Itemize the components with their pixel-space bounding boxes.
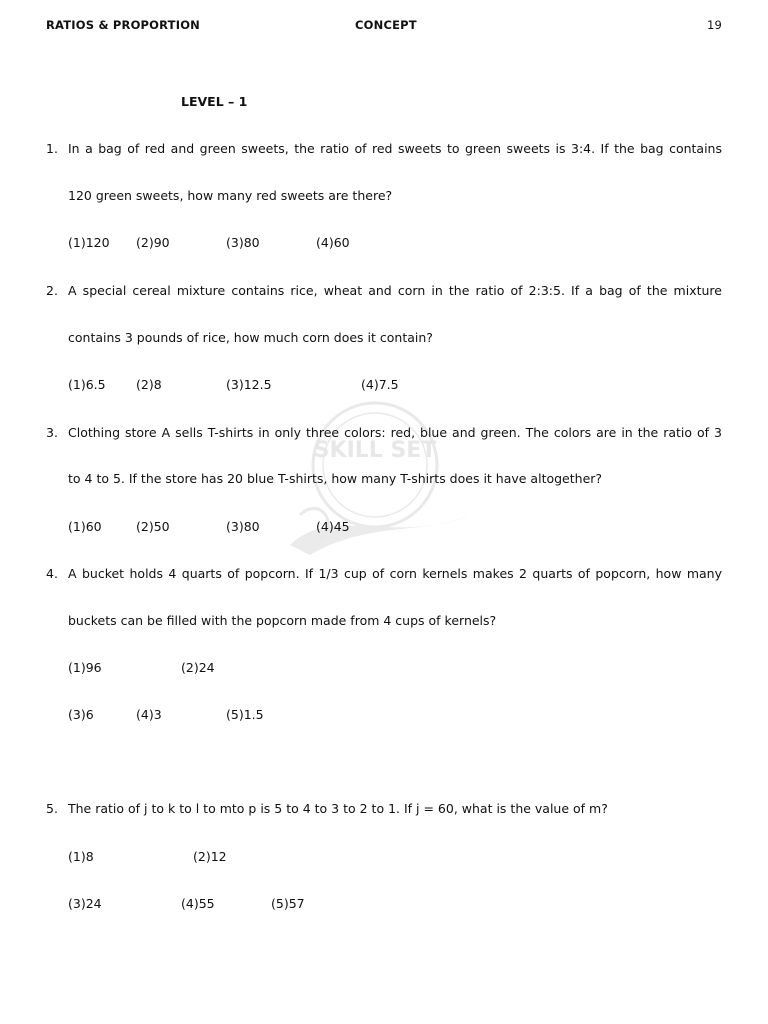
question-text-line: The ratio of j to k to l to mto p is 5 to 4 to 3 to 2 to 1. If j = 60, what is the value of m? (68, 801, 608, 816)
answer-option: (4)45 (316, 519, 350, 534)
answer-option: (2)8 (136, 377, 162, 392)
question-text-line: contains 3 pounds of rice, how much corn does it contain? (68, 330, 433, 345)
answer-option: (4)60 (316, 235, 350, 250)
header-chapter-title: RATIOS & PROPORTION (46, 18, 201, 32)
answer-option: (5)1.5 (226, 707, 264, 722)
answer-option: (3)12.5 (226, 377, 272, 392)
answer-option: (3)6 (68, 707, 94, 722)
level-title: LEVEL – 1 (181, 94, 248, 109)
answer-option: (4)3 (136, 707, 162, 722)
answer-option: (1)96 (68, 660, 102, 675)
header-section-title: CONCEPT (355, 18, 417, 32)
answer-option: (1)120 (68, 235, 110, 250)
watermark-text: SKILL SET (313, 438, 437, 463)
question-text-line: 120 green sweets, how many red sweets are there? (68, 188, 393, 203)
answer-option: (2)50 (136, 519, 170, 534)
question-number: 3. (46, 425, 58, 440)
question-number: 2. (46, 283, 58, 298)
answer-option: (1)60 (68, 519, 102, 534)
answer-option: (4)7.5 (361, 377, 399, 392)
question-number: 1. (46, 141, 58, 156)
answer-option: (5)57 (271, 896, 305, 911)
answer-option: (2)12 (193, 849, 227, 864)
answer-option: (2)24 (181, 660, 215, 675)
question-number: 5. (46, 801, 58, 816)
answer-option: (4)55 (181, 896, 215, 911)
answer-option: (2)90 (136, 235, 170, 250)
answer-option: (1)8 (68, 849, 94, 864)
question-number: 4. (46, 566, 58, 581)
question-text-line: A special cereal mixture contains rice, wheat and corn in the ratio of 2:3:5. If a bag of the mixture (68, 283, 722, 298)
question-text-line: to 4 to 5. If the store has 20 blue T-shirts, how many T-shirts does it have altogether? (68, 471, 603, 486)
answer-option: (1)6.5 (68, 377, 106, 392)
question-text-line: buckets can be filled with the popcorn made from 4 cups of kernels? (68, 613, 497, 628)
answer-option: (3)80 (226, 235, 260, 250)
question-text-line: In a bag of red and green sweets, the ratio of red sweets to green sweets is 3:4. If the bag contains (68, 141, 722, 156)
answer-option: (3)24 (68, 896, 102, 911)
question-text-line: Clothing store A sells T-shirts in only three colors: red, blue and green. The colors are in the ratio of 3 (68, 425, 722, 440)
question-text-line: A bucket holds 4 quarts of popcorn. If 1/3 cup of corn kernels makes 2 quarts of popcorn, how many (68, 566, 722, 581)
answer-option: (3)80 (226, 519, 260, 534)
page-number: 19 (706, 18, 722, 32)
